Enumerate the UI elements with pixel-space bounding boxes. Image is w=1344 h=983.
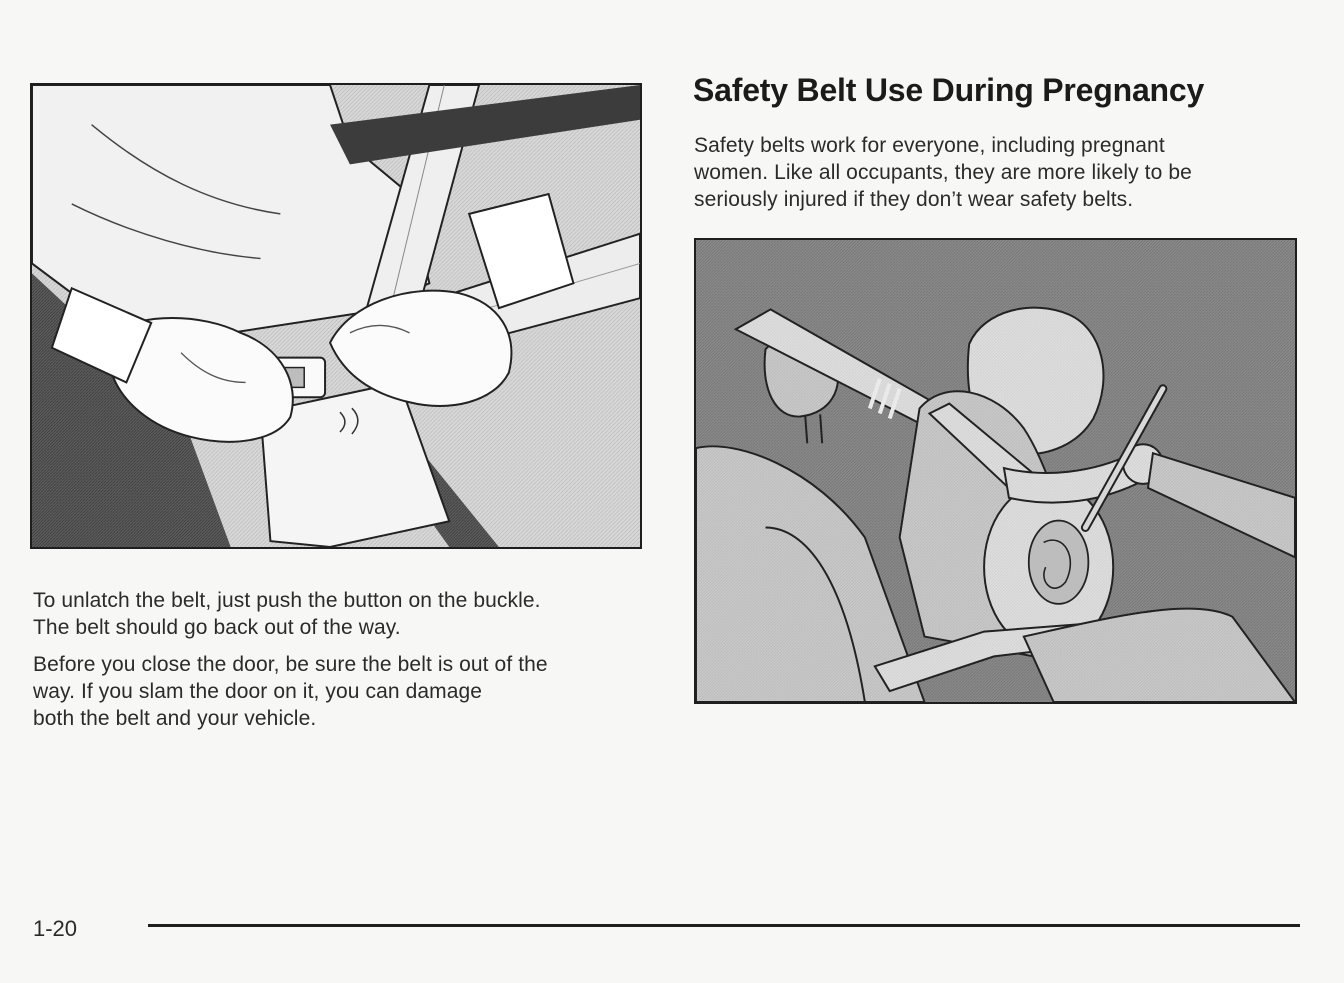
section-heading: Safety Belt Use During Pregnancy (693, 72, 1205, 108)
pregnant-occupant-illustration (694, 238, 1297, 704)
paragraph-line: seriously injured if they don’t wear safety belts. (694, 188, 1134, 211)
pregnant-occupant-drawing (696, 240, 1295, 702)
paragraph-line: Safety belts work for everyone, including pregnant (694, 134, 1165, 157)
paragraph-line: women. Like all occupants, they are more likely to be (694, 161, 1192, 184)
unlatch-buckle-illustration (30, 83, 642, 549)
paragraph-line: both the belt and your vehicle. (33, 707, 317, 730)
paragraph-line: Before you close the door, be sure the belt is out of the (33, 653, 548, 676)
footer-rule (148, 924, 1300, 927)
unlatch-buckle-drawing (32, 85, 640, 547)
door-warning-paragraph (33, 651, 643, 732)
paragraph-line: way. If you slam the door on it, you can damage (33, 680, 483, 703)
page-number: 1-20 (33, 916, 78, 941)
unlatch-paragraph (33, 587, 643, 641)
paragraph-line: To unlatch the belt, just push the button on the buckle. (33, 589, 541, 612)
paragraph-line: The belt should go back out of the way. (33, 616, 401, 639)
pregnancy-intro-paragraph (694, 132, 1294, 213)
